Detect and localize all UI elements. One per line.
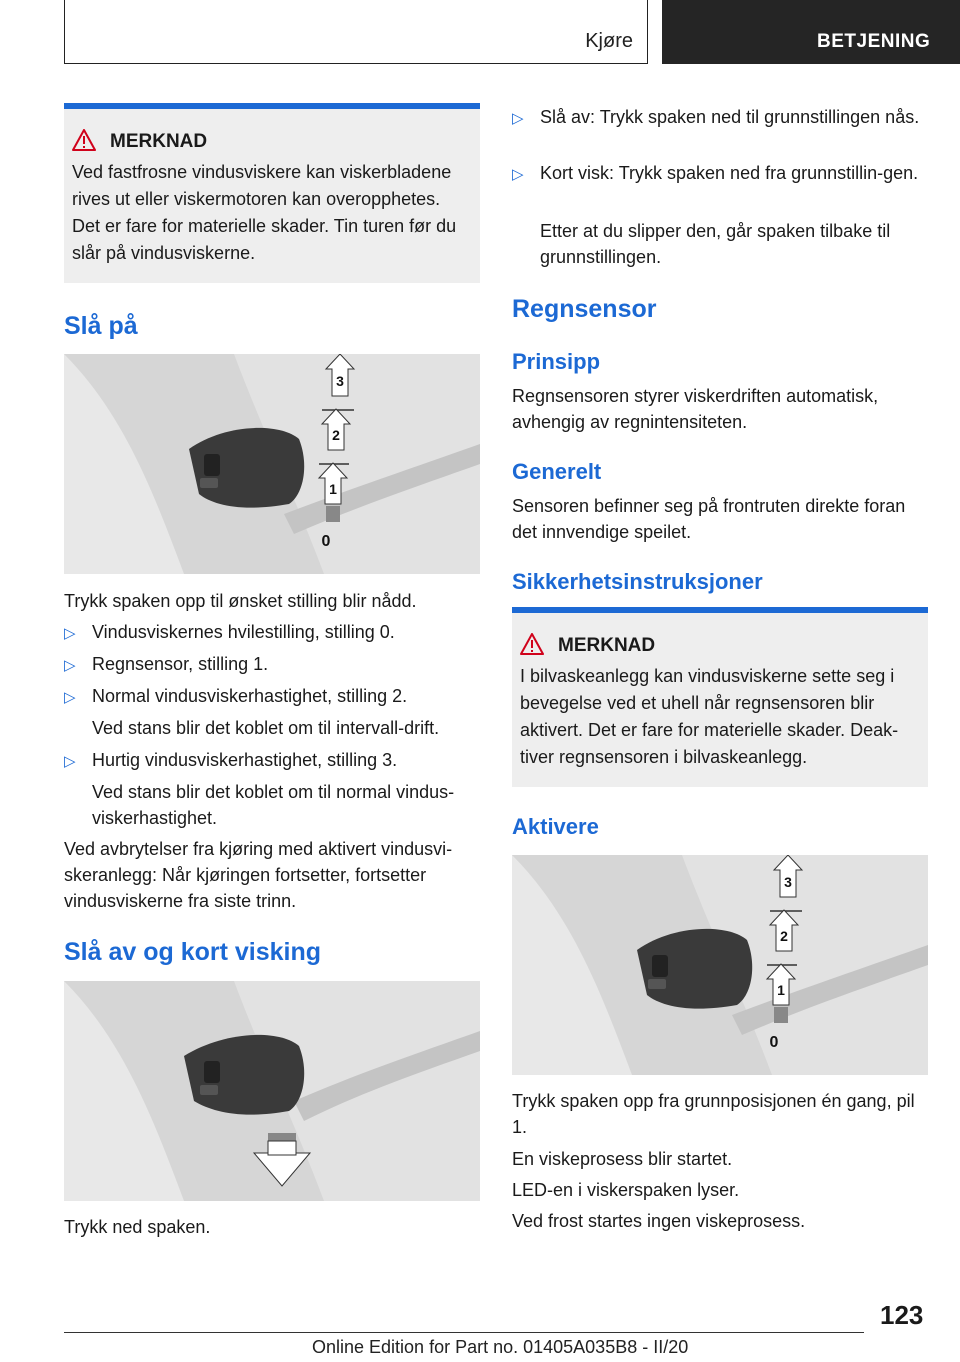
warning-triangle-icon <box>72 129 96 151</box>
list-item-text: Normal vindusviskerhastighet, stilling 2. <box>92 686 408 706</box>
caption-lever-down: Trykk ned spaken. <box>64 1217 211 1237</box>
triangle-bullet-icon: ▷ <box>512 166 524 183</box>
note-body: I bilvaskeanlegg kan vindusviskerne sette seg i bevegelse ved et uhell når regnsensoren blir aktivert. Det er fare for materielle skader. Deak-tiver regnsensoren i bilvaskeanlegg. <box>520 666 899 767</box>
note-title <box>110 131 470 153</box>
header-chapter-tab: BETJENING <box>662 0 960 64</box>
warning-note-carwash <box>512 607 928 787</box>
paragraph-principle: Regnsensoren styrer viskerdriften automatisk, avhengig av regnintensiteten. <box>512 386 879 432</box>
lever-stage-3-label: 3 <box>784 874 792 890</box>
triangle-bullet-icon: ▷ <box>64 657 76 674</box>
paragraph-interruption: Ved avbrytelser fra kjøring med aktivert vindusvi-skeranlegg: Når kjøringen fortsetter, fortsetter vindusviskerne fra siste trinn. <box>64 839 453 911</box>
list-item-subtext: Etter at du slipper den, går spaken tilbake til grunnstillingen. <box>540 221 891 267</box>
list-item <box>64 683 480 709</box>
list-item-text: Vindusviskernes hvilestilling, stilling 0. <box>92 622 395 642</box>
lever-stage-2-label: 2 <box>332 427 340 443</box>
page-number: 123 <box>880 1300 924 1330</box>
heading-switch-on: Slå på <box>64 312 138 340</box>
footer-divider <box>64 1332 864 1333</box>
figure-lever-down <box>64 981 480 1201</box>
note-body: Ved fastfrosne vindusviskere kan viskerbladene rives ut eller viskermotoren kan overopphetes. Det er fare for materielle skader. Tin turen før du slår på vindusviskerne. <box>72 162 457 263</box>
lever-stage-1-label: 1 <box>777 982 785 998</box>
figure-lever-up <box>64 354 480 574</box>
list-item-text: Kort visk: Trykk spaken ned fra grunnstillin-gen. <box>540 163 919 183</box>
lever-illustration-activate <box>512 855 928 1075</box>
paragraph-activate-2: En viskeprosess blir startet. <box>512 1149 733 1169</box>
triangle-bullet-icon: ▷ <box>64 753 76 770</box>
note-title <box>558 635 918 657</box>
list-item <box>512 104 928 130</box>
heading-general: Generelt <box>512 459 602 484</box>
paragraph-general: Sensoren befinner seg på frontruten direkte foran det innvendige speilet. <box>512 496 906 542</box>
paragraph-activate-1: Trykk spaken opp fra grunnposisjonen én gang, pil 1. <box>512 1091 915 1137</box>
paragraph-activate-3: LED-en i viskerspaken lyser. <box>512 1180 740 1200</box>
triangle-bullet-icon: ▷ <box>64 625 76 642</box>
footer-edition: Online Edition for Part no. 01405A035B8 - II/20 <box>312 1337 689 1357</box>
warning-note-frost <box>64 103 480 283</box>
lever-stage-1-label: 1 <box>329 481 337 497</box>
lever-stage-0-label: 0 <box>321 533 331 550</box>
heading-activate: Aktivere <box>512 814 599 839</box>
heading-principle: Prinsipp <box>512 349 601 374</box>
heading-switch-off-short-wipe: Slå av og kort visking <box>64 938 322 966</box>
lever-illustration-down <box>64 981 480 1201</box>
lever-stage-0-label: 0 <box>769 1034 779 1051</box>
note-title-text: MERKNAD <box>558 635 656 656</box>
list-item-subtext: Ved stans blir det koblet om til intervall-drift. <box>92 718 440 738</box>
list-item <box>512 160 928 186</box>
caption-lever-up: Trykk spaken opp til ønsket stilling blir nådd. <box>64 591 417 611</box>
paragraph-activate-4: Ved frost startes ingen viskeprosess. <box>512 1211 806 1231</box>
heading-rain-sensor: Regnsensor <box>512 295 657 323</box>
header-frame <box>64 0 648 64</box>
lever-illustration-up <box>64 354 480 574</box>
list-item <box>64 747 480 773</box>
warning-triangle-icon <box>520 633 544 655</box>
figure-lever-activate <box>512 855 928 1075</box>
note-title-text: MERKNAD <box>110 131 208 152</box>
triangle-bullet-icon: ▷ <box>64 689 76 706</box>
list-item <box>64 619 480 645</box>
heading-safety: Sikkerhetsinstruksjoner <box>512 569 763 594</box>
list-item <box>64 651 480 677</box>
header-section-title: Kjøre <box>585 30 633 52</box>
lever-stage-2-label: 2 <box>780 928 788 944</box>
list-item-text: Slå av: Trykk spaken ned til grunnstillingen nås. <box>540 107 920 127</box>
list-item-text: Hurtig vindusviskerhastighet, stilling 3. <box>92 750 398 770</box>
list-item-subtext: Ved stans blir det koblet om til normal vindus-viskerhastighet. <box>92 782 455 828</box>
list-item-text: Regnsensor, stilling 1. <box>92 654 269 674</box>
lever-stage-3-label: 3 <box>336 373 344 389</box>
triangle-bullet-icon: ▷ <box>512 110 524 127</box>
